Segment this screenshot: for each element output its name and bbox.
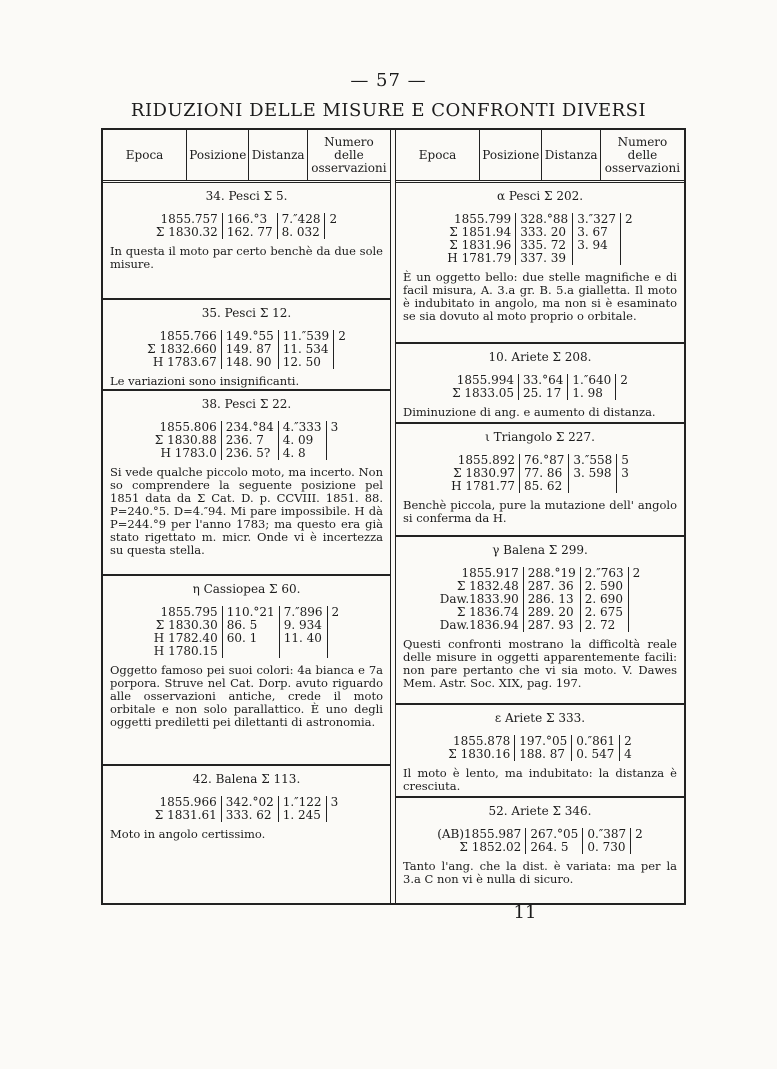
position-cell: 110.°21 (222, 606, 279, 619)
table-row (436, 619, 645, 632)
left-header (103, 130, 390, 183)
table-frame (101, 128, 686, 905)
star-entry (103, 183, 390, 300)
star-name: 42. Balena Σ 113. (192, 772, 301, 786)
star-name: α Pesci Σ 202. (496, 189, 584, 203)
epoch-cell: Σ 1832.48 (436, 580, 524, 593)
distance-cell: 4. 09 (278, 434, 326, 447)
distance-cell: 2. 590 (580, 580, 628, 593)
distance-cell: 2. 675 (580, 606, 628, 619)
star-entry (396, 537, 684, 705)
epoch-cell: H 1782.40 (150, 632, 222, 645)
epoch-cell: Σ 1830.97 (447, 467, 519, 480)
count-cell: 2 (624, 734, 632, 748)
epoch-cell: 1855.806 (151, 421, 221, 434)
page-title: RIDUZIONI DELLE MISURE E CONFRONTI DIVERSI (130, 100, 647, 121)
position-cell: 337. 39 (516, 252, 573, 265)
epoch-cell: (AB)1855.987 (433, 828, 526, 841)
epoch-cell: 1855.994 (448, 374, 518, 387)
position-cell: 197.°05 (515, 735, 572, 748)
count-cell: 2 (625, 212, 633, 226)
position-cell: 60. 1 (222, 632, 279, 645)
position-cell: 333. 62 (221, 809, 278, 822)
star-entry (396, 424, 684, 537)
entry-note: Tanto l'ang. che la dist. è variata: ma per la 3.a C non vi è nulla di sicuro. (403, 859, 677, 886)
position-cell: 148. 90 (221, 356, 278, 369)
distance-cell (573, 252, 621, 265)
table-row (448, 387, 632, 400)
position-cell: 188. 87 (515, 748, 572, 761)
position-cell: 85. 62 (520, 480, 569, 493)
table-row (443, 252, 636, 265)
distance-cell: 4. 8 (278, 447, 326, 460)
position-cell: 342.°02 (221, 796, 278, 809)
count-cell (628, 593, 644, 606)
star-name: 34. Pesci Σ 5. (205, 189, 288, 203)
header-numero: Numero delle osservazioni (311, 134, 387, 175)
count-cell: 3 (621, 466, 629, 480)
distance-cell: 1.″122 (278, 796, 326, 809)
entry-note: In questa il moto par certo benchè da due sole misure. (110, 244, 383, 271)
star-entry (396, 344, 684, 424)
epoch-cell: H 1781.79 (443, 252, 515, 265)
observation-table (436, 567, 645, 632)
epoch-cell: H 1781.77 (447, 480, 519, 493)
header-posizione: Posizione (480, 130, 542, 180)
epoch-cell: 1855.757 (152, 213, 222, 226)
distance-cell: 7.″428 (277, 213, 325, 226)
distance-cell (569, 480, 617, 493)
count-cell: 2 (620, 373, 628, 387)
distance-cell: 0.″861 (572, 735, 620, 748)
star-entry (103, 391, 390, 576)
epoch-cell: 1855.917 (436, 567, 524, 580)
distance-cell: 0.″387 (583, 828, 631, 841)
distance-cell: 12. 50 (278, 356, 333, 369)
star-name: 35. Pesci Σ 12. (201, 306, 292, 320)
star-name: ε Ariete Σ 333. (494, 711, 586, 725)
count-cell (628, 619, 644, 632)
count-cell (327, 632, 343, 645)
count-cell: 2 (635, 827, 643, 841)
count-cell (621, 226, 637, 239)
position-cell (222, 645, 279, 658)
entry-note: Le variazioni sono insignificanti. (110, 374, 300, 388)
count-cell (327, 619, 343, 632)
epoch-cell: H 1780.15 (150, 645, 222, 658)
count-cell (326, 809, 342, 822)
star-entry (103, 300, 390, 391)
epoch-cell: 1855.799 (443, 213, 515, 226)
epoch-cell: 1855.766 (143, 330, 221, 343)
header-posizione: Posizione (187, 130, 249, 180)
distance-cell: 0. 730 (583, 841, 631, 854)
entry-note: Oggetto famoso pei suoi colori: 4a bianca e 7a porpora. Struve nel Cat. Dorp. avuto riguardo alle osservazioni antiche, crede il moto orbitale e non solo parallattico. È uno degli oggetti prediletti pei dilettanti di astronomia. (110, 663, 383, 729)
position-cell: 77. 86 (520, 467, 569, 480)
epoch-cell: 1855.878 (444, 735, 514, 748)
distance-cell: 7.″896 (279, 606, 327, 619)
count-cell (325, 226, 341, 239)
position-cell: 288.°19 (523, 567, 580, 580)
observation-table (150, 606, 343, 658)
distance-cell: 11. 40 (279, 632, 327, 645)
count-cell: 3 (330, 795, 339, 809)
position-cell: 234.°84 (221, 421, 278, 434)
distance-cell: 11.″539 (278, 330, 333, 343)
epoch-cell: Σ 1832.660 (143, 343, 221, 356)
position-cell: 333. 20 (516, 226, 573, 239)
distance-cell: 0. 547 (572, 748, 620, 761)
entry-note: Moto in angolo certissimo. (110, 827, 266, 841)
count-cell (617, 480, 633, 493)
observation-table (444, 735, 635, 761)
star-name: γ Balena Σ 299. (492, 543, 588, 557)
epoch-cell: Σ 1831.96 (443, 239, 515, 252)
position-cell: 236. 5? (221, 447, 278, 460)
entry-note: Questi confronti mostrano la difficoltà reale delle misure in oggetti apparentemente facili: non pare pertanto che vi sia moto. V. Dawes Mem. Astr. Soc. XIX, pag. 197. (403, 637, 677, 690)
header-numero: Numero delle osservazioni (604, 134, 681, 175)
observation-table (143, 330, 350, 369)
epoch-cell: Daw.1833.90 (436, 593, 524, 606)
right-column (396, 130, 684, 903)
entry-note: Diminuzione di ang. e aumento di distanza. (403, 405, 656, 419)
count-cell (621, 252, 637, 265)
epoch-cell: Σ 1831.61 (151, 809, 221, 822)
table-row (151, 809, 342, 822)
observation-table (443, 213, 636, 265)
position-cell: 162. 77 (222, 226, 277, 239)
position-cell: 286. 13 (523, 593, 580, 606)
observation-table (433, 828, 647, 854)
count-cell (628, 580, 644, 593)
position-cell: 86. 5 (222, 619, 279, 632)
table-row (150, 645, 343, 658)
position-cell: 25. 17 (519, 387, 568, 400)
position-cell: 149.°55 (221, 330, 278, 343)
count-cell: 2 (338, 329, 346, 343)
count-cell (616, 387, 632, 400)
right-header (396, 130, 684, 183)
position-cell: 287. 93 (523, 619, 580, 632)
position-cell: 264. 5 (526, 841, 583, 854)
epoch-cell: 1855.795 (150, 606, 222, 619)
epoch-cell: Daw.1836.94 (436, 619, 524, 632)
table-row (151, 447, 342, 460)
table-row (447, 480, 633, 493)
right-entries (396, 183, 684, 908)
epoch-cell: Σ 1836.74 (436, 606, 524, 619)
epoch-cell: Σ 1830.88 (151, 434, 221, 447)
entry-note: Benchè piccola, pure la mutazione dell' angolo si conferma da H. (403, 498, 677, 525)
star-entry (396, 798, 684, 908)
count-cell: 3 (330, 420, 339, 434)
count-cell: 2 (329, 212, 338, 226)
position-cell: 267.°05 (526, 828, 583, 841)
star-name: 52. Ariete Σ 346. (488, 804, 592, 818)
star-name: 38. Pesci Σ 22. (201, 397, 292, 411)
count-cell: 2 (632, 566, 641, 580)
epoch-cell: 1855.892 (447, 454, 519, 467)
star-entry (396, 705, 684, 798)
distance-cell: 2.″763 (580, 567, 628, 580)
count-cell (628, 606, 644, 619)
observation-table (152, 213, 341, 239)
header-distanza: Distanza (542, 130, 600, 180)
distance-cell: 2. 690 (580, 593, 628, 606)
distance-cell: 1.″640 (568, 374, 616, 387)
count-cell (334, 356, 350, 369)
distance-cell: 2. 72 (580, 619, 628, 632)
star-name: η Cassiopea Σ 60. (192, 582, 301, 596)
distance-cell: 3. 94 (573, 239, 621, 252)
distance-cell: 1. 98 (568, 387, 616, 400)
epoch-cell: Σ 1852.02 (433, 841, 526, 854)
position-cell: 236. 7 (221, 434, 278, 447)
count-cell (631, 841, 647, 854)
count-cell (334, 343, 350, 356)
epoch-cell: 1855.966 (151, 796, 221, 809)
distance-cell: 4.″333 (278, 421, 326, 434)
count-cell (327, 645, 343, 658)
position-cell: 166.°3 (222, 213, 277, 226)
signature-number: 11 (513, 902, 537, 923)
count-cell: 2 (331, 605, 340, 619)
header-distanza: Distanza (249, 130, 307, 180)
position-cell: 289. 20 (523, 606, 580, 619)
epoch-cell: Σ 1830.16 (444, 748, 514, 761)
page-number: — 57 — (350, 70, 427, 91)
entry-note: Si vede qualche piccolo moto, ma incerto. Non so comprendere la seguente posizione pel 1851 data da Σ Cat. D. p. CCVIII. 1851. 88. P=240.°5. D=4.″94. Mi pare impossibile. H dà P=244.°9 per l'anno 1783; ma questo era già stato rigettato m. micr. Onde vi è incertezza su questa stella. (110, 465, 383, 557)
position-cell: 328.°88 (516, 213, 573, 226)
observation-table (447, 454, 633, 493)
observation-table (151, 796, 342, 822)
epoch-cell: Σ 1851.94 (443, 226, 515, 239)
position-cell: 287. 36 (523, 580, 580, 593)
position-cell: 149. 87 (221, 343, 278, 356)
star-name: 10. Ariete Σ 208. (488, 350, 592, 364)
star-entry (396, 183, 684, 344)
distance-cell: 3.″558 (569, 454, 617, 467)
epoch-cell: H 1783.67 (143, 356, 221, 369)
count-cell: 4 (624, 747, 632, 761)
table-row (143, 356, 350, 369)
distance-cell: 3.″327 (573, 213, 621, 226)
position-cell: 33.°64 (519, 374, 568, 387)
count-cell: 5 (621, 453, 629, 467)
distance-cell: 8. 032 (277, 226, 325, 239)
epoch-cell: Σ 1833.05 (448, 387, 518, 400)
entry-note: È un oggetto bello: due stelle magnifiche e di facil misura, A. 3.a gr. B. 5.a gialletta. Il moto è indubitato in angolo, ma non si è esaminato se sia dovuto al moto proprio o orbitale. (403, 270, 677, 323)
epoch-cell: H 1783.0 (151, 447, 221, 460)
left-column (103, 130, 390, 903)
count-cell (326, 447, 342, 460)
star-entry (103, 766, 390, 877)
observation-table (448, 374, 632, 400)
header-epoca: Epoca (396, 130, 480, 180)
distance-cell (279, 645, 327, 658)
left-entries (103, 183, 390, 877)
position-cell: 76.°87 (520, 454, 569, 467)
epoch-cell: Σ 1830.32 (152, 226, 222, 239)
count-cell (326, 434, 342, 447)
epoch-cell: Σ 1830.30 (150, 619, 222, 632)
table-row (152, 226, 341, 239)
header-epoca: Epoca (103, 130, 187, 180)
table-row (444, 748, 635, 761)
distance-cell: 9. 934 (279, 619, 327, 632)
position-cell: 335. 72 (516, 239, 573, 252)
star-name: ι Triangolo Σ 227. (485, 430, 595, 444)
distance-cell: 1. 245 (278, 809, 326, 822)
distance-cell: 11. 534 (278, 343, 333, 356)
table-row (433, 841, 647, 854)
count-cell (621, 239, 637, 252)
observation-table (151, 421, 342, 460)
entry-note: Il moto è lento, ma indubitato: la distanza è cresciuta. (403, 766, 677, 793)
distance-cell: 3. 598 (569, 467, 617, 480)
star-entry (103, 576, 390, 766)
distance-cell: 3. 67 (573, 226, 621, 239)
